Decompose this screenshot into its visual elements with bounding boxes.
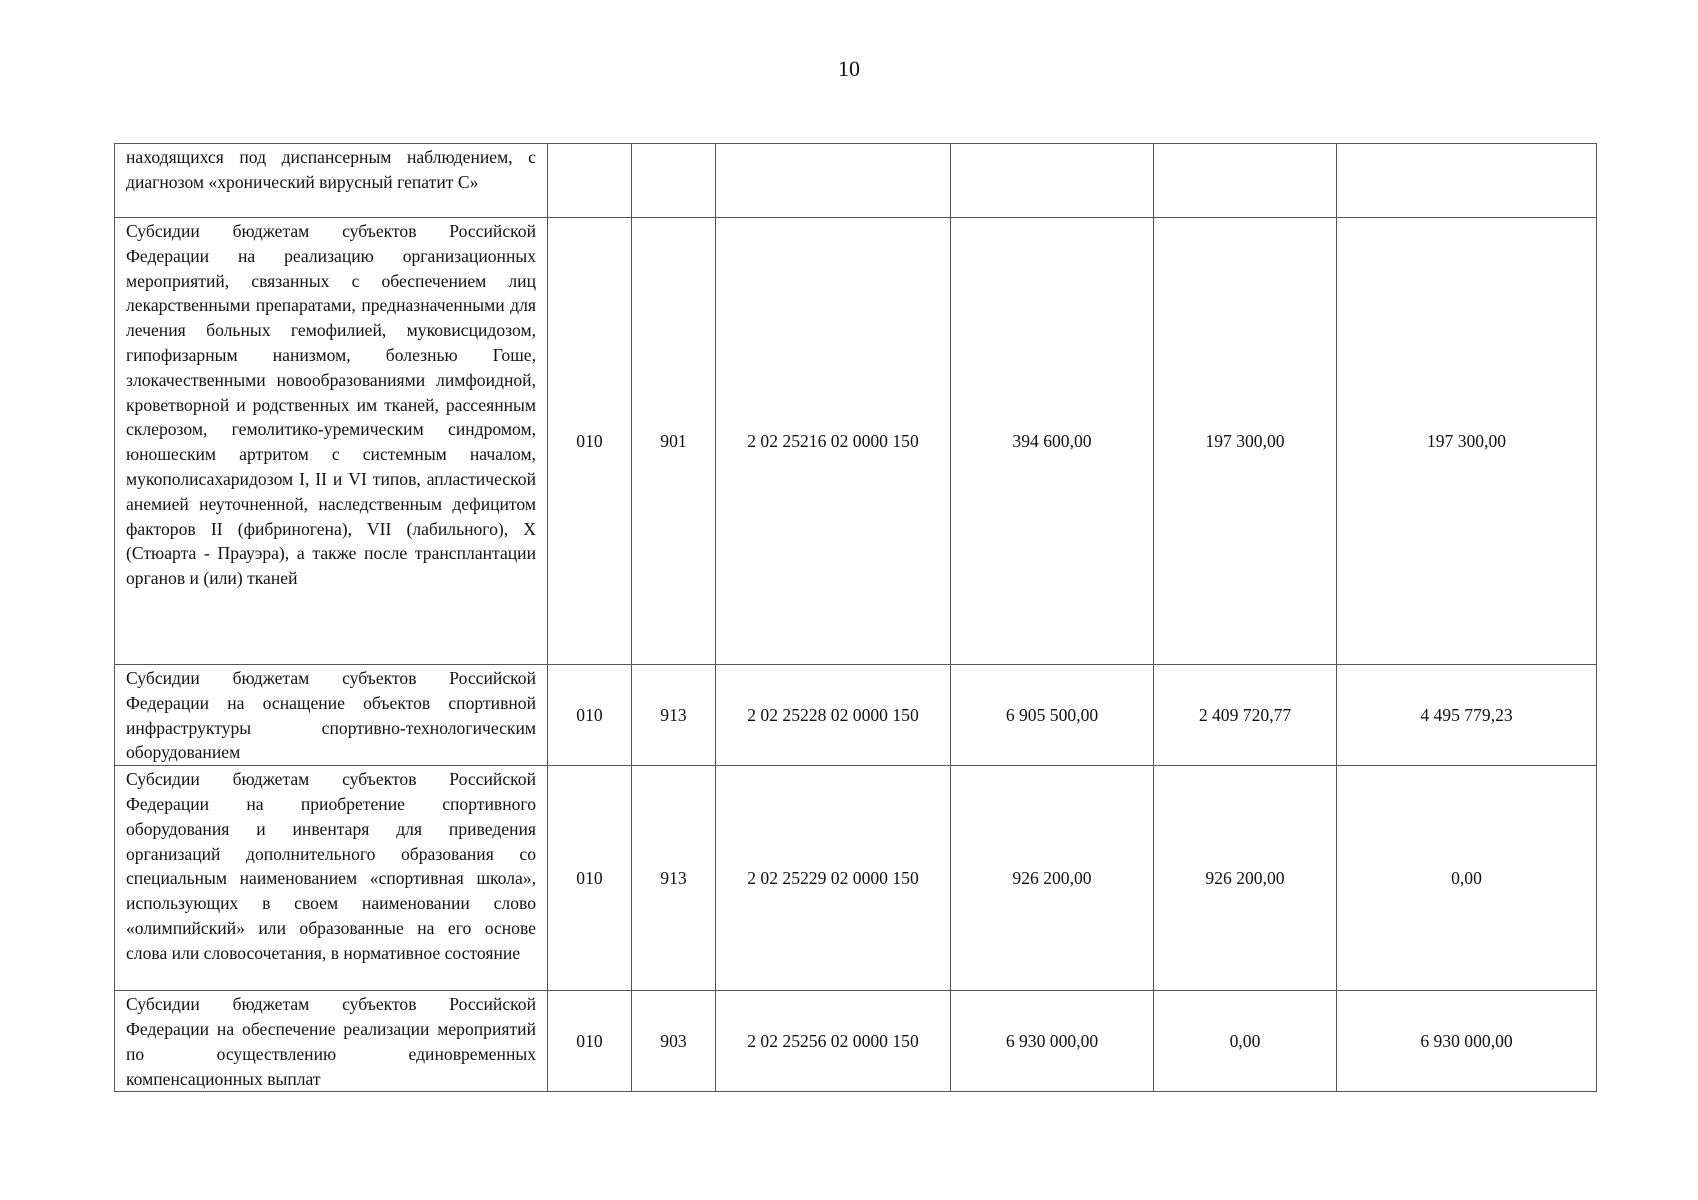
amount-cell: 0,00: [1154, 991, 1337, 1092]
page-number: 10: [838, 56, 860, 81]
table-row: [115, 665, 1597, 766]
amount-cell: [1154, 144, 1337, 218]
code-cell: 010: [548, 218, 632, 665]
admin-code-cell: 913: [632, 665, 716, 766]
amount-cell: 197 300,00: [1154, 218, 1337, 665]
kbk-cell: 2 02 25228 02 0000 150: [716, 665, 951, 766]
kbk-cell: 2 02 25216 02 0000 150: [716, 218, 951, 665]
table-row: [115, 218, 1597, 665]
kbk-cell: [716, 144, 951, 218]
description-cell: Субсидии бюджетам субъектов Российской Федерации на реализацию организационных мероприятий, связанных с обеспечением лиц лекарственными препаратами, предназначенными для лечения больных гемофилией, муковисцидозом, гипофизарным нанизмом, болезнью Гоше, злокачественными новообразованиями лимфоидной, кроветворной и родственных им тканей, рассеянным склерозом, гемолитико-уремическим синдромом, юношеским артритом с системным началом, мукополисахаридозом I, II и VI типов, апластической анемией неуточненной, наследственным дефицитом факторов II (фибриногена), VII (лабильного), X (Стюарта - Прауэра), а также после трансплантации органов и (или) тканей: [115, 218, 548, 665]
table-row: [115, 144, 1597, 218]
description-cell: Субсидии бюджетам субъектов Российской Федерации на приобретение спортивного оборудования и инвентаря для приведения организаций дополнительного образования со специальным наименованием «спортивная школа», использующих в своем наименовании слово «олимпийский» или образованные на его основе слова или словосочетания, в нормативное состояние: [115, 766, 548, 991]
amount-cell: 6 905 500,00: [951, 665, 1154, 766]
amount-cell: 6 930 000,00: [951, 991, 1154, 1092]
amount-cell: 6 930 000,00: [1337, 991, 1597, 1092]
code-cell: 010: [548, 766, 632, 991]
amount-cell: 197 300,00: [1337, 218, 1597, 665]
amount-cell: [951, 144, 1154, 218]
admin-code-cell: 901: [632, 218, 716, 665]
code-cell: [548, 144, 632, 218]
amount-cell: 926 200,00: [1154, 766, 1337, 991]
amount-cell: [1337, 144, 1597, 218]
table-row: [115, 766, 1597, 991]
kbk-cell: 2 02 25256 02 0000 150: [716, 991, 951, 1092]
description-cell: Субсидии бюджетам субъектов Российской Федерации на оснащение объектов спортивной инфраструктуры спортивно-технологическим оборудованием: [115, 665, 548, 766]
description-cell: находящихся под диспансерным наблюдением, с диагнозом «хронический вирусный гепатит С»: [115, 144, 548, 218]
code-cell: 010: [548, 665, 632, 766]
amount-cell: 394 600,00: [951, 218, 1154, 665]
code-cell: 010: [548, 991, 632, 1092]
kbk-cell: 2 02 25229 02 0000 150: [716, 766, 951, 991]
amount-cell: 926 200,00: [951, 766, 1154, 991]
admin-code-cell: 913: [632, 766, 716, 991]
table-row: [115, 991, 1597, 1092]
admin-code-cell: 903: [632, 991, 716, 1092]
admin-code-cell: [632, 144, 716, 218]
amount-cell: 2 409 720,77: [1154, 665, 1337, 766]
budget-table: [114, 143, 1597, 1092]
amount-cell: 4 495 779,23: [1337, 665, 1597, 766]
description-cell: Субсидии бюджетам субъектов Российской Федерации на обеспечение реализации мероприятий по осуществлению единовременных компенсационных выплат: [115, 991, 548, 1092]
amount-cell: 0,00: [1337, 766, 1597, 991]
